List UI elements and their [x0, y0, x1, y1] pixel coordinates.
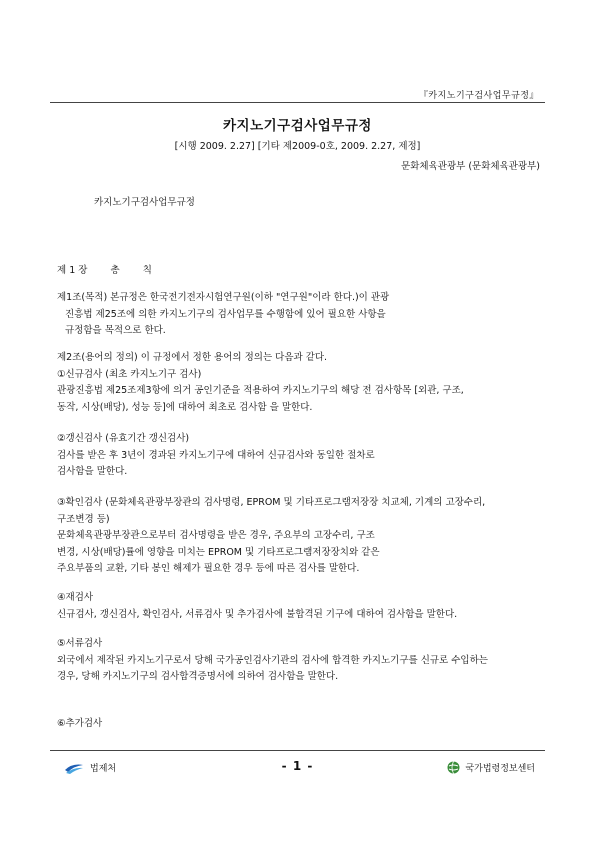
globe-logo-icon	[447, 761, 460, 774]
page-title: 카지노기구검사업무규정	[223, 118, 372, 134]
definition-6	[57, 716, 542, 733]
chapter-heading	[57, 262, 172, 276]
definition-text: 문화체육관광부장관으로부터 검사명령을 받은 경우, 주요부의 고장수리, 구조	[57, 530, 375, 541]
footer-right	[447, 761, 535, 774]
definition-4	[57, 590, 542, 623]
article-1-line: 규정함을 목적으로 한다.	[65, 325, 166, 336]
header-label: 『카지노기구검사업무규정』	[418, 91, 539, 101]
chapter-title-1: 총	[110, 265, 120, 276]
definition-text: 주요부품의 교환, 기타 봉인 해제가 필요한 경우 등에 따른 검사를 말한다.	[57, 563, 360, 574]
article-2-intro: 제2조(용어의 정의) 이 규정에서 정한 용어의 정의는 다음과 같다.	[57, 352, 328, 363]
definition-heading: ④재검사	[57, 592, 94, 603]
article-1	[57, 290, 542, 340]
definition-text: 경우, 당해 카지노기구의 검사합격증명서에 의하여 검사함을 말한다.	[57, 671, 339, 682]
definition-3	[57, 495, 542, 578]
document-name: 카지노기구검사업무규정	[94, 197, 195, 208]
definition-text: 동작, 시상(배당), 성능 등]에 대하여 최초로 검사함 을 말한다.	[57, 401, 313, 413]
footer-center-name: 국가법령정보센터	[465, 764, 535, 774]
definition-text: 검사를 받은 후 3년이 경과된 카지노기구에 대하여 신규검사와 동일한 절차로	[57, 449, 375, 461]
definition-text: 외국에서 제작된 카지노기구로서 당해 국가공인검사기관의 검사에 합격한 카지노기구를 신규로 수입하는	[57, 654, 488, 666]
footer-divider	[50, 750, 545, 751]
definition-heading: ②갱신검사 (유효기간 갱신검사)	[57, 433, 190, 444]
article-1-line: 진흥법 제25조에 의한 카지노기구의 검사업무를 수행함에 있어 필요한 사항을	[65, 308, 386, 320]
definition-2	[57, 431, 542, 481]
definition-heading: 구조변경 등)	[57, 513, 110, 525]
definition-heading: ⑥추가검사	[57, 718, 103, 729]
definition-text: 관광진흥법 제25조제3항에 의거 공인기준을 적용하여 카지노기구의 해당 전 검사항목 [외관, 구조,	[57, 385, 464, 396]
definition-heading: ①신규검사 (최초 카지노기구 검사)	[57, 368, 202, 380]
article-2	[57, 350, 542, 416]
definition-heading: ⑤서류검사	[57, 638, 103, 649]
article-1-line: 제1조(목적) 본규정은 한국전기전자시험연구원(이하 "연구원"이라 한다.)이 관광	[57, 292, 390, 303]
chapter-number: 제 1 장	[57, 265, 88, 276]
footer-org-name: 법제처	[90, 764, 117, 774]
definition-text: 변경, 시상(배당)률에 영향을 미치는 EPROM 및 기타프로그램저장장치와 같은	[57, 546, 380, 558]
chapter-title-2: 칙	[142, 265, 152, 276]
definition-heading: ③확인검사 (문화체육관광부장관의 검사명령, EPROM 및 기타프로그램저장장 치교체, 기계의 고장수리,	[57, 497, 486, 508]
enforcement-info: [시행 2009. 2.27] [기타 제2009-0호, 2009. 2.27, 제정]	[174, 141, 421, 152]
ministry-name: 문화체육관광부 (문화체육관광부)	[401, 161, 540, 172]
definition-5	[57, 636, 542, 686]
header-divider	[50, 102, 545, 103]
definition-text: 신규검사, 갱신검사, 확인검사, 서류검사 및 추가검사에 불합격된 기구에 대하여 검사함을 말한다.	[57, 608, 458, 620]
definition-text: 검사함을 말한다.	[57, 466, 128, 477]
page-number: - 1 -	[281, 759, 314, 773]
